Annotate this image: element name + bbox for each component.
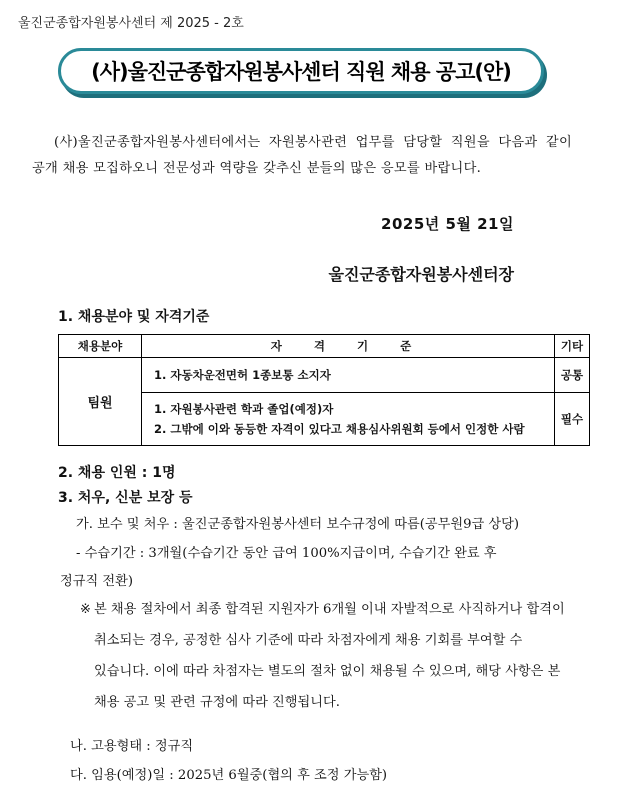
note-text: 본 채용 절차에서 최종 합격된 지원자가 6개월 이내 자발적으로 사직하거나 합격이 취소되는 경우, 공정한 심사 기준에 따라 차점자에게 채용 기회를 부여할 수 있습니다. 이에 따라 차점자는 별도의 절차 없이 채용될 수 있으며, 해당 사항은 본 채용 공고 및 관련 규정에 따라 진행됩니다. xyxy=(94,602,565,710)
table-row xyxy=(59,358,590,393)
note-mark: ※ xyxy=(80,602,92,617)
etc-cell: 공통 xyxy=(555,358,590,393)
section-1-heading: 1. 채용분야 및 자격기준 xyxy=(58,309,210,325)
header-category: 채용분야 xyxy=(59,335,142,358)
probation-item-continued: 정규직 전환) xyxy=(60,574,134,589)
criteria-line: 1. 자원봉사관련 학과 졸업(예정)자 xyxy=(154,402,334,416)
employment-type-item: 나. 고용형태 : 정규직 xyxy=(70,739,194,754)
announcement-date: 2025년 5월 21일 xyxy=(381,215,514,233)
header-criteria: 자 격 기 준 xyxy=(142,335,555,358)
note-block xyxy=(80,594,566,718)
page-title: (사)울진군종합자원봉사센터 직원 채용 공고(안) xyxy=(91,60,511,84)
section-3-heading: 3. 처우, 신분 보장 등 xyxy=(58,490,193,506)
criteria-line: 2. 그밖에 이와 동등한 자격이 있다고 채용심사위원회 등에서 인정한 사람 xyxy=(154,422,525,436)
table-header-row xyxy=(59,335,590,358)
header-etc: 기타 xyxy=(555,335,590,358)
category-cell: 팀원 xyxy=(59,358,142,446)
salary-item: 가. 보수 및 처우 : 울진군종합자원봉사센터 보수규정에 따름(공무원9급 상당) xyxy=(76,517,520,532)
requirements-table xyxy=(58,334,590,446)
appointment-date-item: 다. 임용(예정)일 : 2025년 6월중(협의 후 조정 가능함) xyxy=(70,768,388,783)
criteria-line: 1. 자동차운전면허 1종보통 소지자 xyxy=(154,368,331,382)
criteria-cell xyxy=(142,393,555,446)
document-reference-number: 울진군종합자원봉사센터 제 2025 - 2호 xyxy=(18,16,244,31)
criteria-cell xyxy=(142,358,555,393)
section-2-heading: 2. 채용 인원 : 1명 xyxy=(58,465,176,481)
intro-paragraph: (사)울진군종합자원봉사센터에서는 자원봉사관련 업무를 담당할 직원을 다음과 같이 공개 채용 모집하오니 전문성과 역량을 갖추신 분들의 많은 응모를 바랍니다. xyxy=(32,135,572,176)
probation-item: - 수습기간 : 3개월(수습기간 동안 급여 100%지급이며, 수습기간 완료 후 xyxy=(76,546,497,561)
etc-cell: 필수 xyxy=(555,393,590,446)
issuer-name: 울진군종합자원봉사센터장 xyxy=(328,265,514,284)
title-banner xyxy=(58,48,544,94)
